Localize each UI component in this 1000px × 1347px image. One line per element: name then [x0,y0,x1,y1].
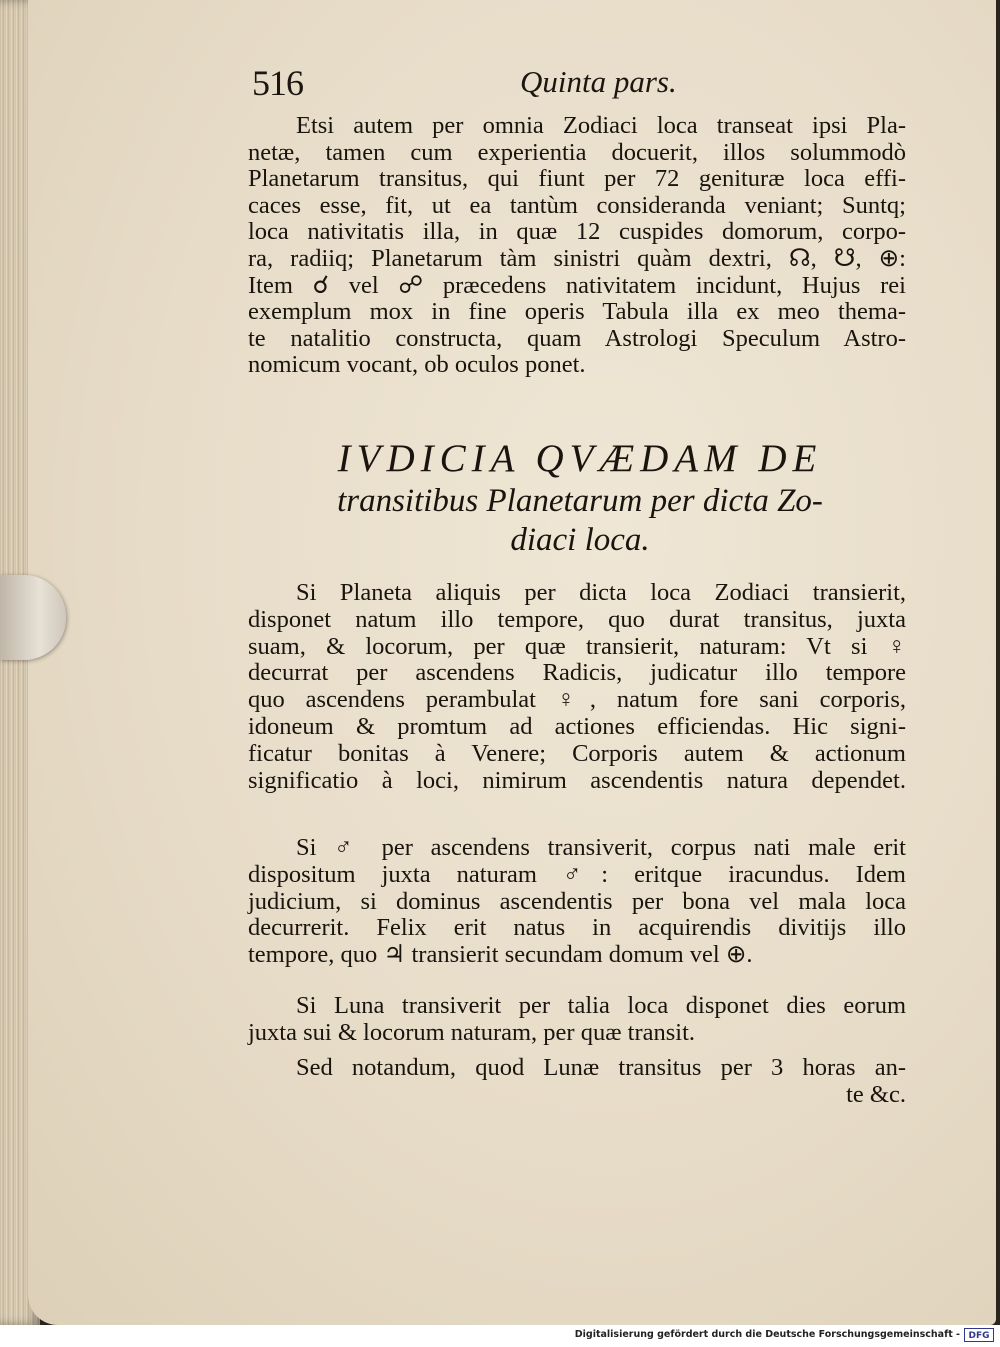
dfg-logo: DFG [964,1328,994,1342]
heading-line-3: diaci loca. [510,522,650,558]
paragraph-4 [248,993,906,1047]
text-line: Planetarum transitus, qui fiunt per 72 genituræ loca effi- [248,165,906,193]
heading-line-1: IVDICIA QVÆDAM DE [337,437,823,480]
text-line: judicium, si dominus ascendentis per bona vel mala loca [248,887,906,915]
running-head: Quinta pars. [520,64,677,99]
text-line: Item ☌ vel ☍ præcedens nativitatem incidunt, Hujus rei [248,271,906,299]
text-line: ficatur bonitas à Venere; Corporis autem & actionum [248,739,906,767]
text-line: loca nativitatis illa, in quæ 12 cuspides domorum, corpo- [248,218,906,246]
catchword: te &c. [846,1080,906,1108]
text-line: te natalitio constructa, quam Astrologi Speculum Astro- [248,324,906,352]
section-heading [260,438,900,558]
paragraph-1 [248,113,906,379]
paragraph-2 [248,580,906,794]
page-number: 516 [252,63,303,103]
text-line: Etsi autem per omnia Zodiaci loca transeat ipsi Pla- [296,112,906,139]
paragraph-3 [248,835,906,969]
text-line: juxta sui & locorum naturam, per quæ transit. [248,1018,696,1046]
text-line: ra, radiiq; Planetarum tàm sinistri quàm dextri, ☊, ☋, ⊕: [248,244,906,272]
text-line: caces esse, fit, ut ea tantùm consideranda veniant; Suntq; [248,191,906,219]
text-line: quo ascendens perambulat ♀, natum fore sani corporis, [248,686,906,714]
heading-line-2: transitibus Planetarum per dicta Zo- [337,483,823,519]
text-line: Sed notandum, quod Lunæ transitus per 3 horas an- [296,1054,906,1081]
digitization-footer [0,1325,1000,1347]
text-line: significatio à loci, nimirum ascendentis natura dependet. [248,766,906,794]
text-line: exemplum mox in fine operis Tabula illa ex meo thema- [248,298,906,326]
paragraph-5 [248,1055,906,1109]
text-line: Si Planeta aliquis per dicta loca Zodiaci transierit, [296,579,906,606]
text-line: Si ♂ per ascendens transiverit, corpus nati male erit [296,834,906,861]
text-line: idoneum & promtum ad actiones efficiendas. Hic signi- [248,712,906,740]
text-line: disponet natum illo tempore, quo durat transitus, juxta [248,605,906,633]
text-line: decurrat per ascendens Radicis, judicatur illo tempore [248,659,906,687]
page-header [0,62,1000,112]
text-line: nomicum vocant, ob oculos ponet. [248,351,586,379]
text-line: decurrerit. Felix erit natus in acquirendis divitijs illo [248,914,906,942]
text-line: netæ, tamen cum experientia docuerit, illos solummodò [248,138,906,166]
funding-credit: Digitalisierung gefördert durch die Deutsche Forschungsgemeinschaft - [574,1329,960,1340]
text-line: suam, & locorum, per quæ transierit, naturam: Vt si ♀ [248,632,906,660]
text-line: dispositum juxta naturam ♂: eritque iracundus. Idem [248,860,906,888]
text-line: Si Luna transiverit per talia loca disponet dies eorum [296,992,906,1019]
text-line: tempore, quo ♃ transierit secundam domum vel ⊕. [248,941,753,969]
